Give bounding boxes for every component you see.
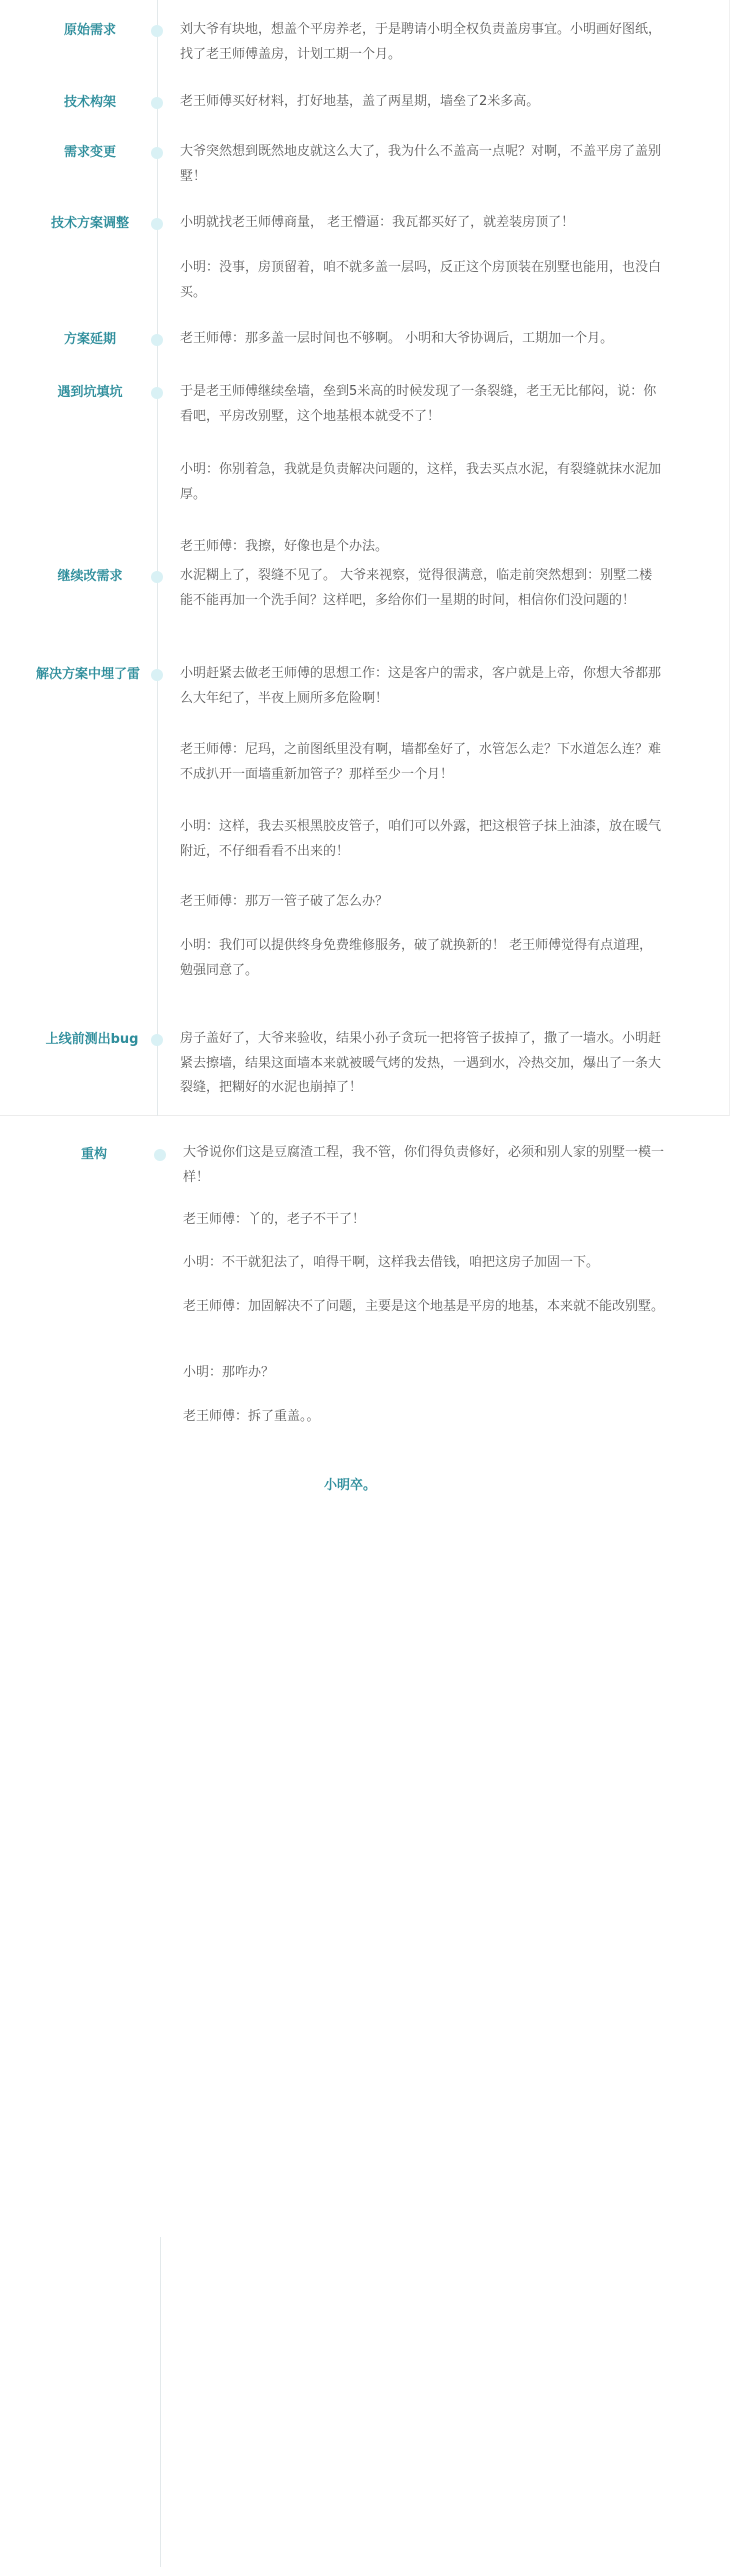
section-paragraph: 小明：不干就犯法了，咱得干啊，这样我去借钱，咱把这房子加固一下。 — [183, 1255, 600, 1270]
timeline-dot — [151, 147, 163, 159]
section-paragraph: 老王师傅：那万一管子破了怎么办？ — [180, 894, 389, 909]
section-label: 方案延期 — [63, 332, 116, 347]
section-paragraph: 老王师傅：丫的，老子不干了！ — [183, 1212, 366, 1227]
section-paragraph: 房子盖好了，大爷来验收，结果小孙子贪玩一把将管子拔掉了，撒了一墙水。小明赶紧去擦墙，结果这面墙本来就被暖气烤的发热，一遇到水，冷热交加，爆出了一条大裂缝，把糊好的水泥也崩掉了！ — [180, 1031, 662, 1095]
timeline-dot — [151, 669, 163, 681]
timeline-dot — [151, 1034, 163, 1046]
timeline-line — [160, 2237, 161, 2567]
section-label: 继续改需求 — [57, 569, 123, 584]
section-paragraph: 小明：你别着急，我就是负责解决问题的，这样，我去买点水泥，有裂缝就抹水泥加厚。 — [180, 462, 662, 502]
section-paragraph: 老王师傅：拆了重盖。。 — [183, 1409, 320, 1424]
section-paragraph: 老王师傅：加固解决不了问题，主要是这个地基是平房的地基，本来就不能改别墅。 — [183, 1299, 665, 1314]
section-label: 遇到坑填坑 — [57, 385, 123, 400]
section-paragraph: 大爷说你们这是豆腐渣工程，我不管，你们得负责修好，必须和别人家的别墅一模一样！ — [183, 1145, 665, 1185]
timeline-line — [157, 0, 158, 1116]
section-paragraph: 大爷突然想到既然地皮就这么大了，我为什么不盖高一点呢？对啊，不盖平房了盖别墅！ — [180, 144, 662, 184]
section-paragraph: 小明：这样，我去买根黑胶皮管子，咱们可以外露，把这根管子抹上油漆，放在暖气附近，不仔细看看不出来的！ — [180, 819, 662, 859]
section-paragraph: 小明：我们可以提供终身免费维修服务，破了就换新的！ 老王师傅觉得有点道理，勉强同意了。 — [180, 938, 653, 978]
section-label: 技术构架 — [63, 95, 116, 110]
section-paragraph: 水泥糊上了，裂缝不见了。 大爷来视察，觉得很满意，临走前突然想到：别墅二楼能不能再加一个洗手间？这样吧，多给你们一星期的时间，相信你们没问题的！ — [180, 568, 653, 608]
timeline-dot — [151, 334, 163, 346]
section-label: 技术方案调整 — [50, 216, 129, 231]
section-paragraph: 小明：那咋办？ — [183, 1365, 275, 1380]
section-label: 重构 — [80, 1147, 107, 1162]
section-paragraph: 小明就找老王师傅商量， 老王懵逼：我瓦都买好了，就差装房顶了！ — [180, 215, 575, 230]
timeline-dot — [151, 97, 163, 109]
section-label: 需求变更 — [63, 145, 116, 160]
timeline-dot — [151, 218, 163, 230]
section-label: 原始需求 — [63, 23, 116, 38]
timeline-dot — [151, 25, 163, 37]
section-paragraph: 刘大爷有块地，想盖个平房养老，于是聘请小明全权负责盖房事宜。小明画好图纸，找了老王师傅盖房，计划工期一个月。 — [180, 22, 662, 62]
timeline-dot — [151, 387, 163, 399]
section-paragraph: 老王师傅：那多盖一层时间也不够啊。 小明和大爷协调后，工期加一个月。 — [180, 331, 614, 346]
section-paragraph: 老王师傅买好材料，打好地基，盖了两星期，墙垒了2米多高。 — [180, 94, 540, 109]
section-paragraph: 于是老王师傅继续垒墙，垒到5米高的时候发现了一条裂缝，老王无比郁闷，说：你看吧，平房改别墅，这个地基根本就受不了！ — [180, 384, 657, 424]
ending-text: 小明卒。 — [323, 1478, 376, 1493]
section-paragraph: 老王师傅：我擦，好像也是个办法。 — [180, 539, 389, 554]
section-label: 解决方案中埋了雷 — [35, 667, 140, 682]
section-paragraph: 老王师傅：尼玛，之前图纸里没有啊，墙都垒好了，水管怎么走？下水道怎么连？难不成扒开一面墙重新加管子？那样至少一个月！ — [180, 742, 662, 782]
timeline-dot — [151, 571, 163, 583]
section-paragraph: 小明：没事，房顶留着，咱不就多盖一层吗，反正这个房顶装在别墅也能用，也没白买。 — [180, 260, 662, 300]
section-paragraph: 小明赶紧去做老王师傅的思想工作：这是客户的需求，客户就是上帝，你想大爷都那么大年纪了，半夜上厕所多危险啊！ — [180, 666, 662, 706]
section-label: 上线前测出bug — [45, 1032, 139, 1047]
timeline-dot — [154, 1149, 166, 1161]
